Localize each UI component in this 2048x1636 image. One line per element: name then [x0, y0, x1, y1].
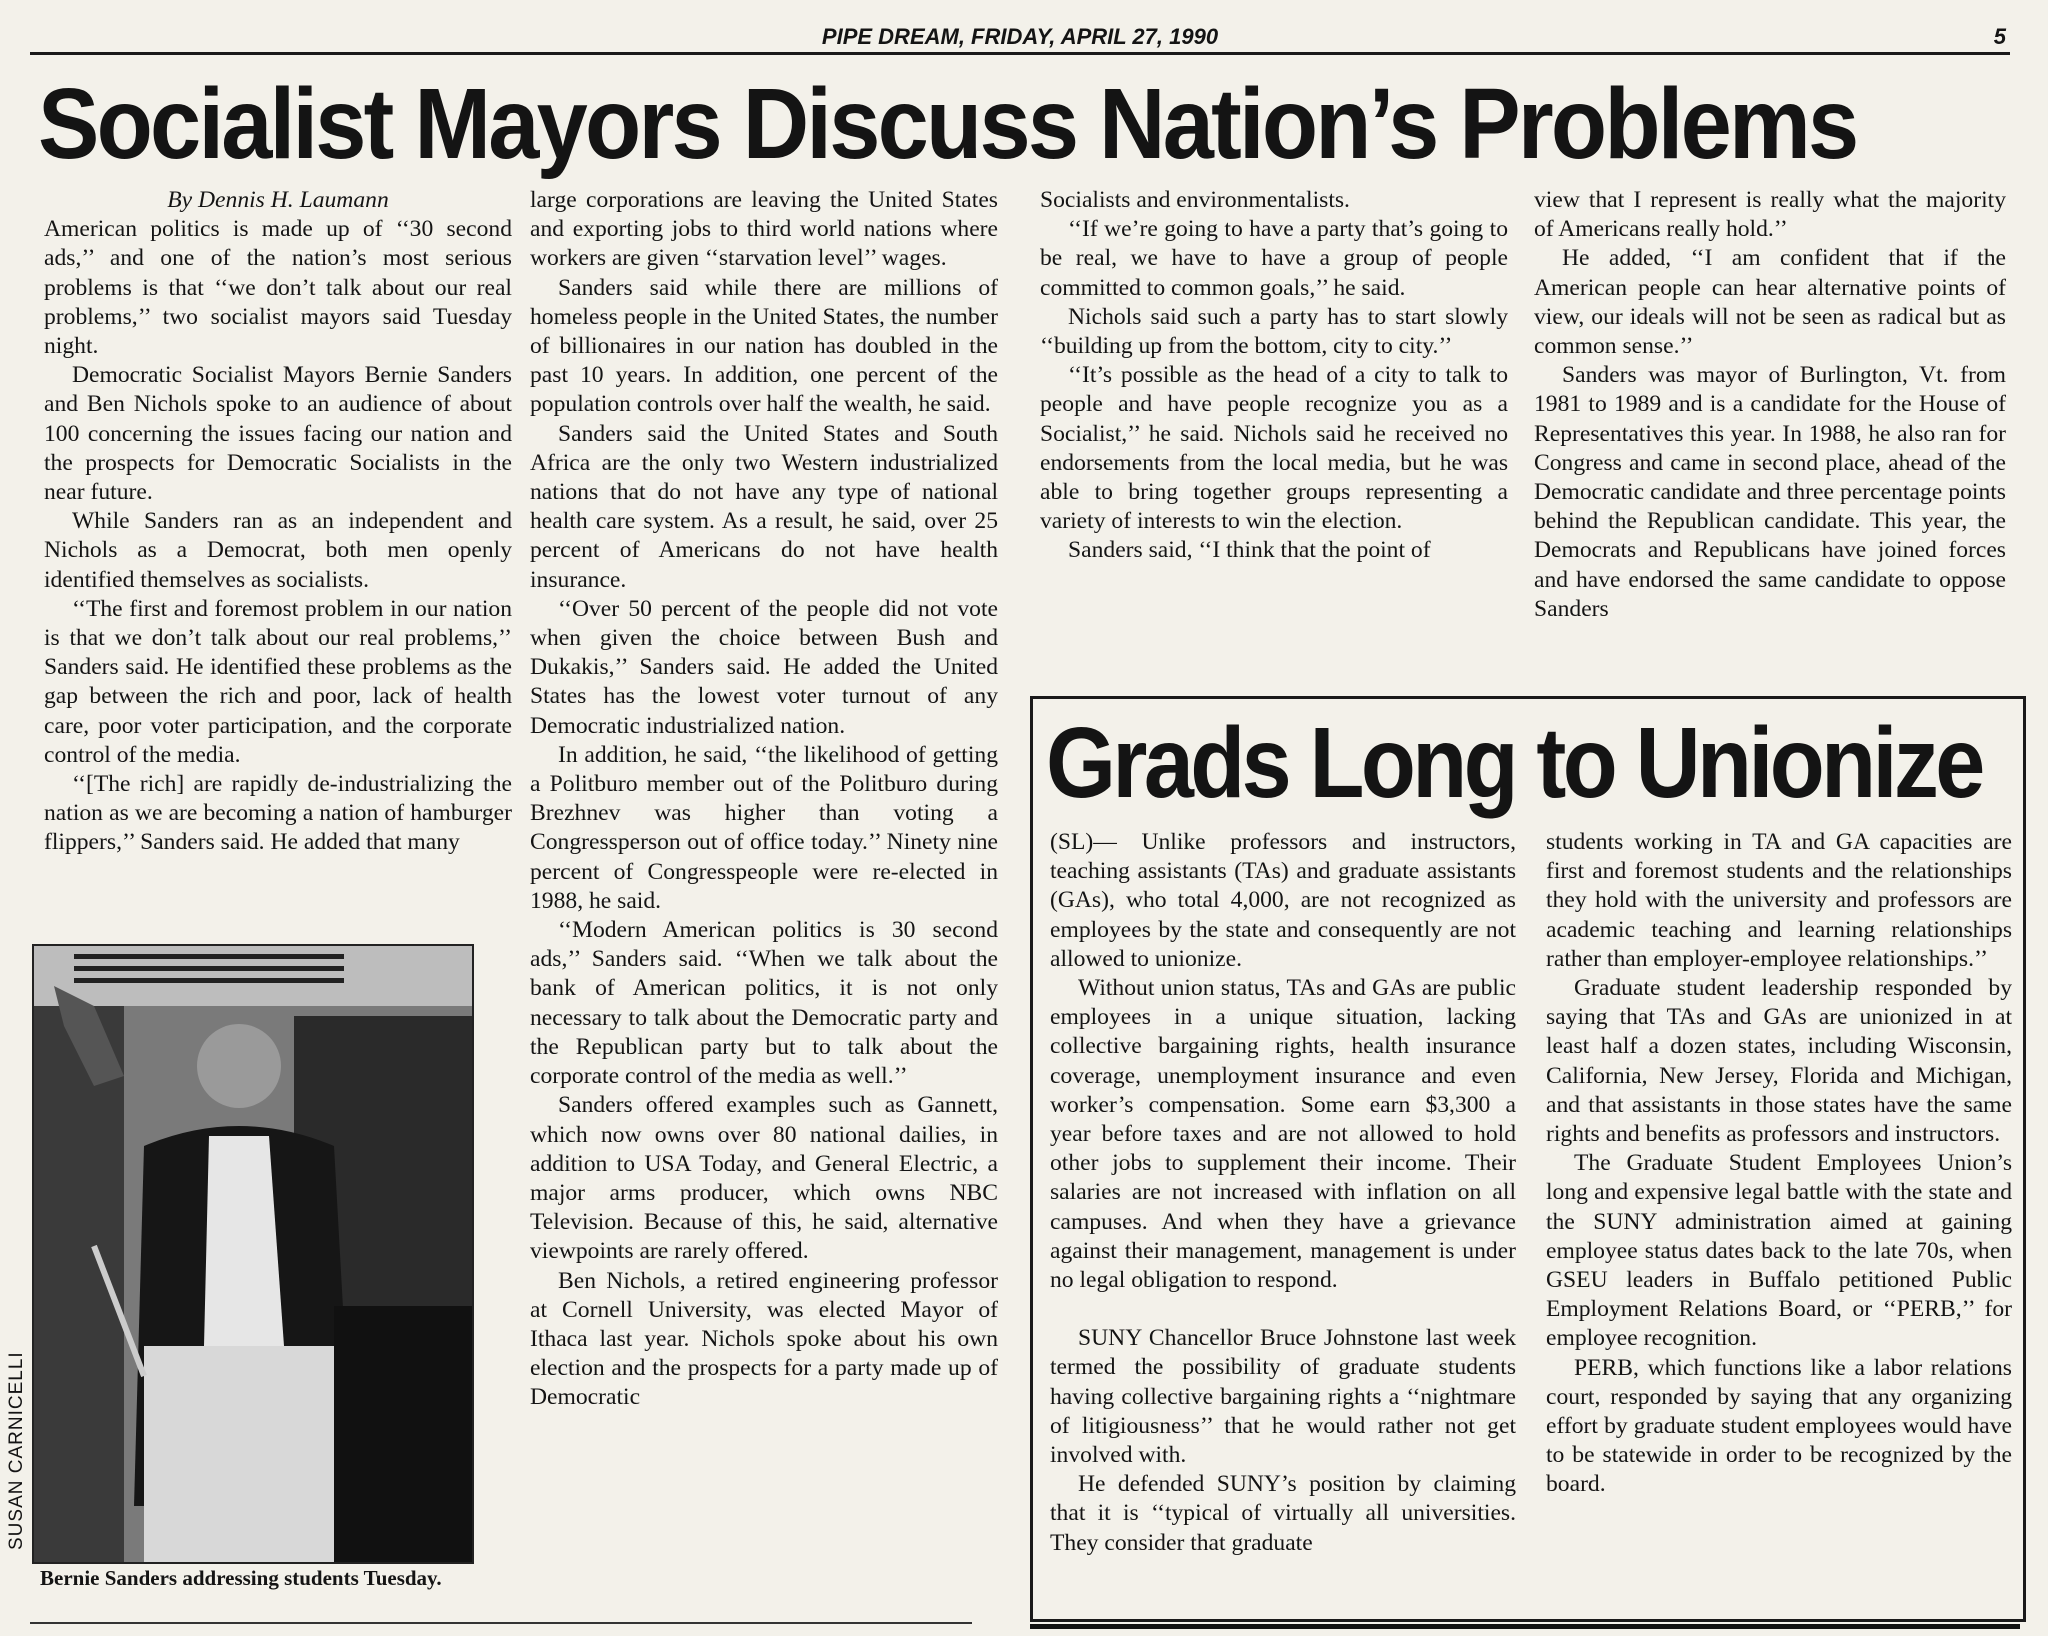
- headline-grads-unionize: Grads Long to Unionize: [1046, 707, 1982, 819]
- paragraph: Without union status, TAs and GAs are public employees in a unique situation, lacking collective bargaining rights, health insurance coverage, unemployment insurance and even worker’s compensation. Some earn $3,300 a year before taxes and are not allowed to hold other jobs to supplement their income. Their salaries are not increased with inflation on all campuses. And when they have a grievance against their management, management is under no legal obligation to respond.: [1050, 975, 1516, 1294]
- article1-column-2: [530, 186, 998, 1596]
- paragraph: ‘‘The first and foremost problem in our nation is that we don’t talk about our real problems,’’ Sanders said. He identified these problems as the gap between the rich and poor, lack of health care, poor voter participation, and the corporate control of the media.: [44, 595, 512, 768]
- photo-bernie-sanders: [32, 944, 474, 1564]
- paragraph: ‘‘It’s possible as the head of a city to talk to people and have people recognize you as a Socialist,’’ he said. Nichols said he received no endorsements from the local media, but he was able to bring together groups representing a variety of interests to win the election.: [1040, 362, 1508, 535]
- divider: [1030, 1624, 2020, 1629]
- paragraph: ‘‘If we’re going to have a party that’s going to be real, we have to have a group of people committed to common goals,’’ he said.: [1040, 216, 1508, 301]
- paragraph: (SL)— Unlike professors and instructors, teaching assistants (TAs) and graduate assistants (GAs), who total 4,000, are not recognized as employees by the state and consequently are not allowed to unionize.: [1050, 829, 1516, 972]
- headline-socialist-mayors: Socialist Mayors Discuss Nation’s Problems: [38, 68, 1857, 180]
- paragraph: Sanders offered examples such as Gannett, which now owns over 80 national dailies, in addition to USA Today, and General Electric, a major arms producer, which owns NBC Television. Because of this, he said, alternative viewpoints are rarely offered.: [530, 1092, 998, 1265]
- paragraph: He defended SUNY’s position by claiming that it is ‘‘typical of virtually all universities. They consider that graduate: [1050, 1471, 1516, 1556]
- article1-column-4: [1534, 186, 2006, 646]
- paragraph: Nichols said such a party has to start slowly ‘‘building up from the bottom, city to city.’’: [1040, 303, 1508, 360]
- article1-column-1: [44, 186, 512, 926]
- paragraph: Socialists and environmentalists.: [1040, 187, 1350, 213]
- photo-credit: SUSAN CARNICELLI: [6, 1351, 27, 1550]
- paragraph: While Sanders ran as an independent and Nichols as a Democrat, both men openly identified themselves as socialists.: [44, 508, 512, 593]
- paragraph: students working in TA and GA capacities are first and foremost students and the relationships they hold with the university and professors are academic teaching and learning relationships rather than employer-employee relationships.’’: [1546, 829, 2012, 972]
- paragraph: Sanders said, ‘‘I think that the point of: [1068, 537, 1431, 564]
- article1-column-3: [1040, 186, 1508, 646]
- article2-column-2: [1546, 828, 2012, 1608]
- paragraph: Ben Nichols, a retired engineering professor at Cornell University, was elected Mayor of Ithaca last year. Nichols spoke about his own election and the prospects for a party made up of Democratic: [530, 1267, 998, 1411]
- article2-column-1: [1050, 828, 1516, 1608]
- publication-line: PIPE DREAM, FRIDAY, APRIL 27, 1990: [821, 24, 1219, 49]
- paragraph: ‘‘Modern American politics is 30 second ads,’’ Sanders said. ‘‘When we talk about the bank of American politics, it is not only necessary to talk about the Democratic party and the Republican party but to talk about the corporate control of the media as well.’’: [530, 917, 998, 1090]
- paragraph: ‘‘[The rich] are rapidly de-industrializing the nation as we are becoming a nation of hamburger flippers,’’ Sanders said. He added that many: [44, 771, 512, 856]
- photo-illustration: [34, 946, 472, 1562]
- paragraph: The Graduate Student Employees Union’s long and expensive legal battle with the state and the SUNY administration aimed at gaining employee status dates back to the late 70s, when GSEU leaders in Buffalo petitioned Public Employment Relations Board, or ‘‘PERB,’’ for employee recognition.: [1546, 1150, 2012, 1352]
- paragraph: Sanders was mayor of Burlington, Vt. from 1981 to 1989 and is a candidate for the House of Representatives this year. In 1988, he also ran for Congress and came in second place, ahead of the Democratic candidate and three percentage points behind the Republican candidate. This year, the Democrats and Republicans have joined forces and have endorsed the same candidate to oppose Sanders: [1534, 362, 2006, 622]
- paragraph: Sanders said while there are millions of homeless people in the United States, the number of billionaires in our nation has doubled in the past 10 years. In addition, one percent of the population controls over half the wealth, he said.: [530, 274, 998, 418]
- photo-caption: Bernie Sanders addressing students Tuesday.: [40, 1566, 442, 1590]
- divider: [30, 1622, 972, 1624]
- page-number: 5: [1993, 24, 2006, 49]
- paragraph: SUNY Chancellor Bruce Johnstone last week termed the possibility of graduate students having collective bargaining rights a ‘‘nightmare of litigiousness’’ that he would rather not get involved with.: [1050, 1325, 1516, 1469]
- paragraph: PERB, which functions like a labor relations court, responded by saying that any organizing effort by graduate student employees would have to be statewide in order to be recognized by the board.: [1546, 1354, 2012, 1498]
- paragraph: Democratic Socialist Mayors Bernie Sanders and Ben Nichols spoke to an audience of about 100 concerning the issues facing our nation and the prospects for Democratic Socialists in the near future.: [44, 362, 512, 506]
- paragraph: Sanders said the United States and South Africa are the only two Western industrialized nations that do not have any type of national health care system. As a result, he said, over 25 percent of Americans do not have health insurance.: [530, 420, 998, 593]
- byline: By Dennis H. Laumann: [167, 187, 389, 213]
- paragraph: view that I represent is really what the majority of Americans really hold.’’: [1534, 187, 2006, 243]
- paragraph: American politics is made up of ‘‘30 second ads,’’ and one of the nation’s most serious problems is that ‘‘we don’t talk about our real problems,’’ two socialist mayors said Tuesday night.: [44, 216, 512, 360]
- masthead: [30, 22, 2010, 55]
- paragraph: ‘‘Over 50 percent of the people did not vote when given the choice between Bush and Dukakis,’’ Sanders said. He added the United States has the lowest voter turnout of any Democratic industrialized nation.: [530, 595, 998, 739]
- paragraph: In addition, he said, ‘‘the likelihood of getting a Politburo member out of the Politburo during Brezhnev was higher than voting a Congressperson out of office today.’’ Ninety nine percent of Congresspeople were re-elected in 1988, he said.: [530, 741, 998, 914]
- paragraph: large corporations are leaving the United States and exporting jobs to third world nations where workers are given ‘‘starvation level’’ wages.: [530, 187, 998, 272]
- paragraph: He added, ‘‘I am confident that if the American people can hear alternative points of view, our ideals will not be seen as radical but as common sense.’’: [1534, 245, 2006, 360]
- paragraph: Graduate student leadership responded by saying that TAs and GAs are unionized in at least half a dozen states, including Wisconsin, California, New Jersey, Florida and Michigan, and that assistants in those states have the same rights and benefits as professors and instructors.: [1546, 975, 2012, 1148]
- column-gap: [1050, 1295, 1516, 1324]
